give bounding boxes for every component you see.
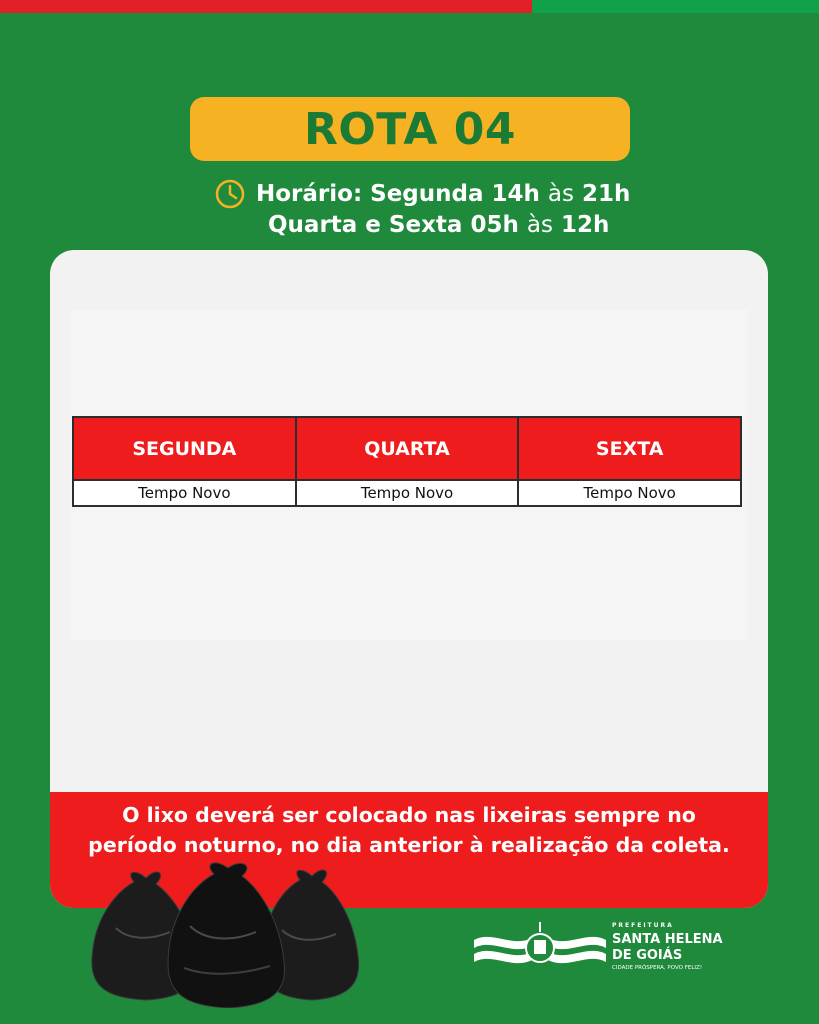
logo-line-2: DE GOIÁS: [612, 948, 683, 963]
schedule-line-1-end: 21h: [582, 181, 631, 207]
route-title-banner: [190, 97, 630, 161]
column-header-segunda: SEGUNDA: [73, 417, 296, 480]
schedule-line-2-connector: às: [526, 212, 553, 238]
top-bar-red: [0, 0, 532, 13]
route-table: [72, 416, 742, 507]
schedule-line-2-end: 12h: [560, 212, 610, 238]
trash-bag-center: [168, 863, 285, 1008]
notice-text: O lixo deverá ser colocado nas lixeiras sempre no período noturno, no dia anterior à realização da coleta.: [88, 803, 730, 857]
top-bar-green: [532, 0, 819, 13]
schedule-line-1-connector: às: [547, 181, 574, 207]
logo-tagline: CIDADE PRÓSPERA, POVO FELIZ!: [612, 965, 703, 971]
clock-icon: [214, 178, 246, 210]
route-card: [50, 250, 768, 908]
city-logo: [472, 918, 732, 978]
schedule-line-1: [214, 176, 630, 212]
schedule-line-1-label: Horário: Segunda 14h: [256, 181, 540, 207]
table-cell: Tempo Novo: [73, 480, 296, 506]
city-emblem-icon: [472, 918, 608, 978]
table-row: [73, 480, 741, 506]
route-title: ROTA 04: [304, 103, 516, 155]
schedule-line-2-label: Quarta e Sexta 05h: [268, 212, 519, 238]
table-cell: Tempo Novo: [518, 480, 741, 506]
logo-line-1: SANTA HELENA: [612, 932, 723, 947]
column-header-sexta: SEXTA: [518, 417, 741, 480]
logo-prefix: PREFEITURA: [612, 922, 674, 929]
trash-bags-illustration: [86, 858, 366, 1008]
column-header-quarta: QUARTA: [296, 417, 519, 480]
table-cell: Tempo Novo: [296, 480, 519, 506]
schedule-line-2: [268, 209, 609, 241]
